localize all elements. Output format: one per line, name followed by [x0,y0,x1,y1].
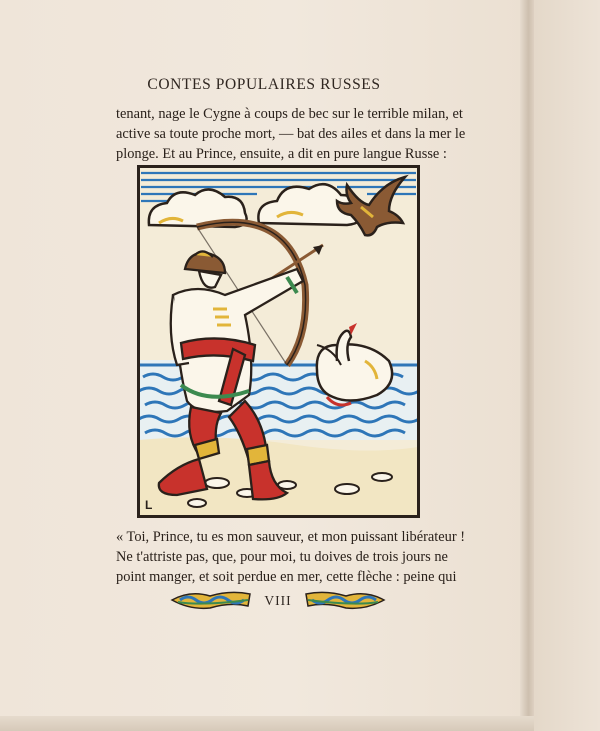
text-line: active sa toute proche mort, — bat des ailes et dans la mer le [116,126,466,142]
text-line: tenant, nage le Cygne à coups de bec sur le terrible milan, et [116,106,463,122]
text-line: Ne t'attriste pas, que, pour moi, tu doives de trois jours ne [116,549,448,565]
paragraph-bottom [116,527,466,587]
archer-illustration [137,165,420,518]
folio-number: VIII [264,593,292,608]
page-bottom-edge [0,716,534,731]
facing-page-edge [534,0,600,731]
paragraph-top [116,104,466,164]
illustration-monogram: L [145,498,153,512]
running-head: CONTES POPULAIRES RUSSES [147,76,381,93]
text-line: point manger, et soit perdue en mer, cette flèche : peine qui [116,569,457,585]
text-line: plonge. Et au Prince, ensuite, a dit en pure langue Russe : [116,146,447,162]
text-line: « Toi, Prince, tu es mon sauveur, et mon puissant libérateur ! [116,529,466,545]
ornament-right-icon [304,588,386,612]
page-gutter [520,0,534,731]
page-footer [170,588,386,614]
